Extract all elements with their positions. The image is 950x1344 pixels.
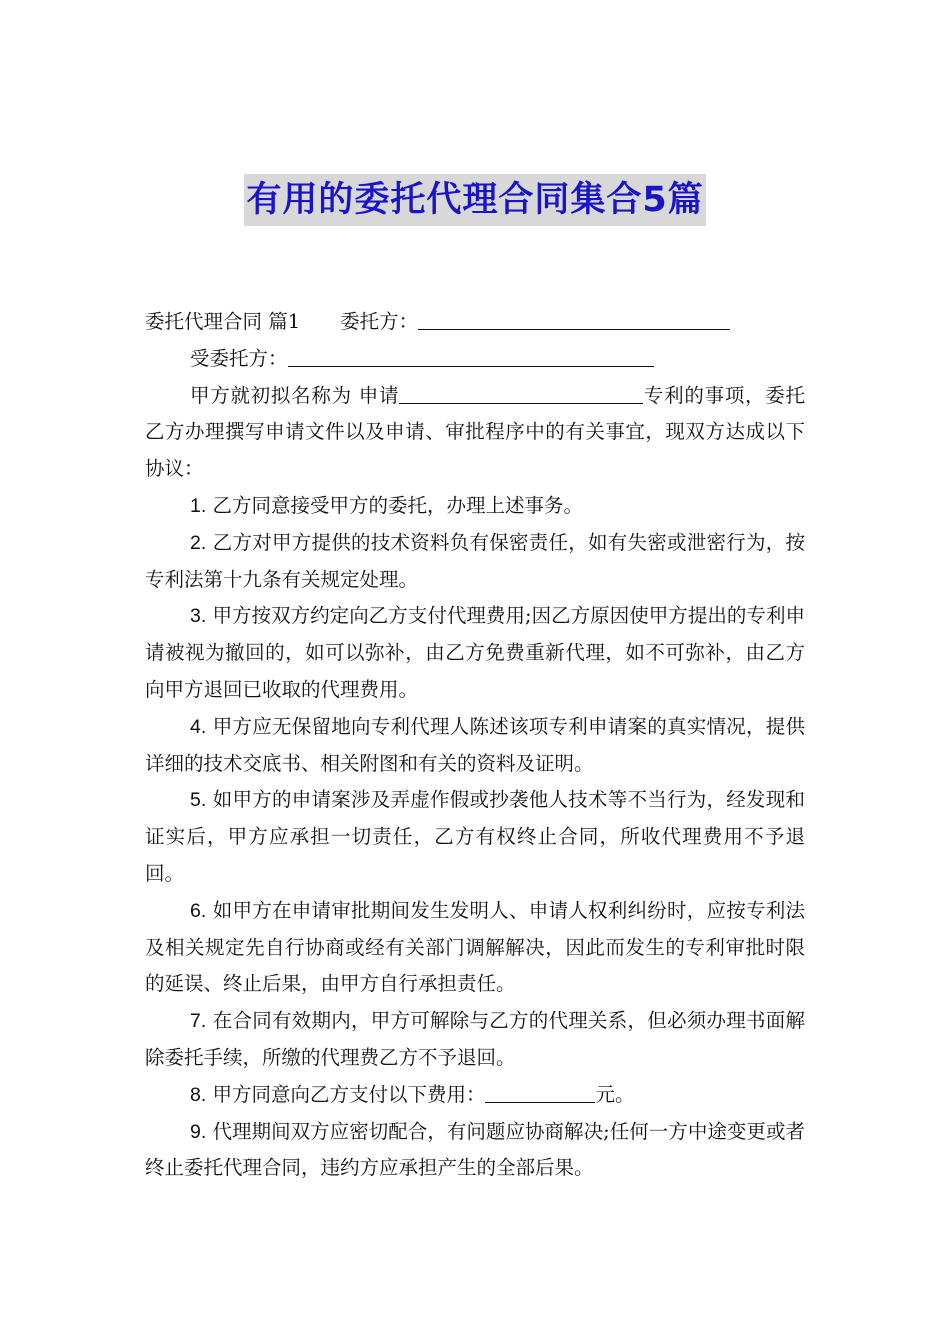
clause-3 [145, 598, 805, 708]
clause-number: 5. [190, 789, 207, 812]
party-b-blank [288, 346, 654, 367]
party-a-blank [418, 309, 730, 330]
party-b-line [145, 341, 805, 378]
clause-text: 在合同有效期内，甲方可解除与乙方的代理关系，但必须办理书面解除委托手续，所缴的代理费乙方不予退回。 [145, 1009, 805, 1069]
clause-number: 9. [190, 1120, 207, 1143]
party-a-label: 委托方： [340, 310, 419, 333]
clause-text: 如甲方在申请审批期间发生发明人、申请人权利纠纷时，应按专利法及相关规定先自行协商或经有关部门调解解决，因此而发生的专利审批时限的延误、终止后果，由甲方自行承担责任。 [145, 898, 805, 996]
intro-text-1: 甲方就初拟名称为 申请 [190, 383, 400, 407]
section-heading: 委托代理合同 篇1 [145, 310, 301, 333]
clause-text: 乙方对甲方提供的技术资料负有保密责任，如有失密或泄密行为，按专利法第十九条有关规定处理。 [145, 530, 805, 591]
header-line [145, 304, 805, 341]
clause-1 [145, 488, 805, 525]
clause-9 [145, 1114, 805, 1188]
title-container [0, 174, 950, 226]
intro-paragraph [145, 378, 805, 488]
party-b-label: 受委托方： [190, 346, 288, 370]
clause-6 [145, 893, 805, 1003]
clause-number: 2. [190, 531, 207, 554]
clause-number: 4. [190, 715, 207, 738]
document-title: 有用的委托代理合同集合5篇 [244, 174, 705, 226]
fee-blank [485, 1082, 595, 1103]
clause-text: 如甲方的申请案涉及弄虚作假或抄袭他人技术等不当行为，经发现和证实后，甲方应承担一切责任，乙方有权终止合同，所收代理费用不予退回。 [145, 788, 805, 885]
clause-7 [145, 1003, 805, 1077]
clause-8 [145, 1077, 805, 1114]
clause-number: 1. [190, 494, 207, 517]
clause-text: 代理期间双方应密切配合，有问题应协商解决;任何一方中途变更或者终止委托代理合同，违约方应承担产生的全部后果。 [145, 1119, 805, 1180]
document-body [145, 304, 805, 1187]
clause-text: 乙方同意接受甲方的委托，办理上述事务。 [212, 493, 583, 517]
clause-5 [145, 782, 805, 892]
clause-number: 3. [190, 605, 207, 628]
clause-text: 甲方按双方约定向乙方支付代理费用;因乙方原因使甲方提出的专利申请被视为撤回的，如可以弥补，由乙方免费重新代理，如不可弥补，由乙方向甲方退回已收取的代理费用。 [145, 604, 805, 701]
clause-number: 6. [190, 899, 207, 922]
clause-4 [145, 709, 805, 783]
clause-text: 甲方应无保留地向专利代理人陈述该项专利申请案的真实情况，提供详细的技术交底书、相关附图和有关的资料及证明。 [145, 714, 805, 775]
patent-name-blank [399, 383, 643, 404]
clause-number: 8. [190, 1083, 207, 1106]
clause-number: 7. [190, 1010, 207, 1033]
clause-text: 甲方同意向乙方支付以下费用： [212, 1082, 486, 1106]
intro-text-2: 专利的事项，委托乙方办理撰写申请文件以及申请、审批程序中的有关事宜，现双方达成以下协议： [145, 383, 805, 481]
clause-2 [145, 525, 805, 599]
clause-text-suffix: 元。 [595, 1082, 635, 1106]
